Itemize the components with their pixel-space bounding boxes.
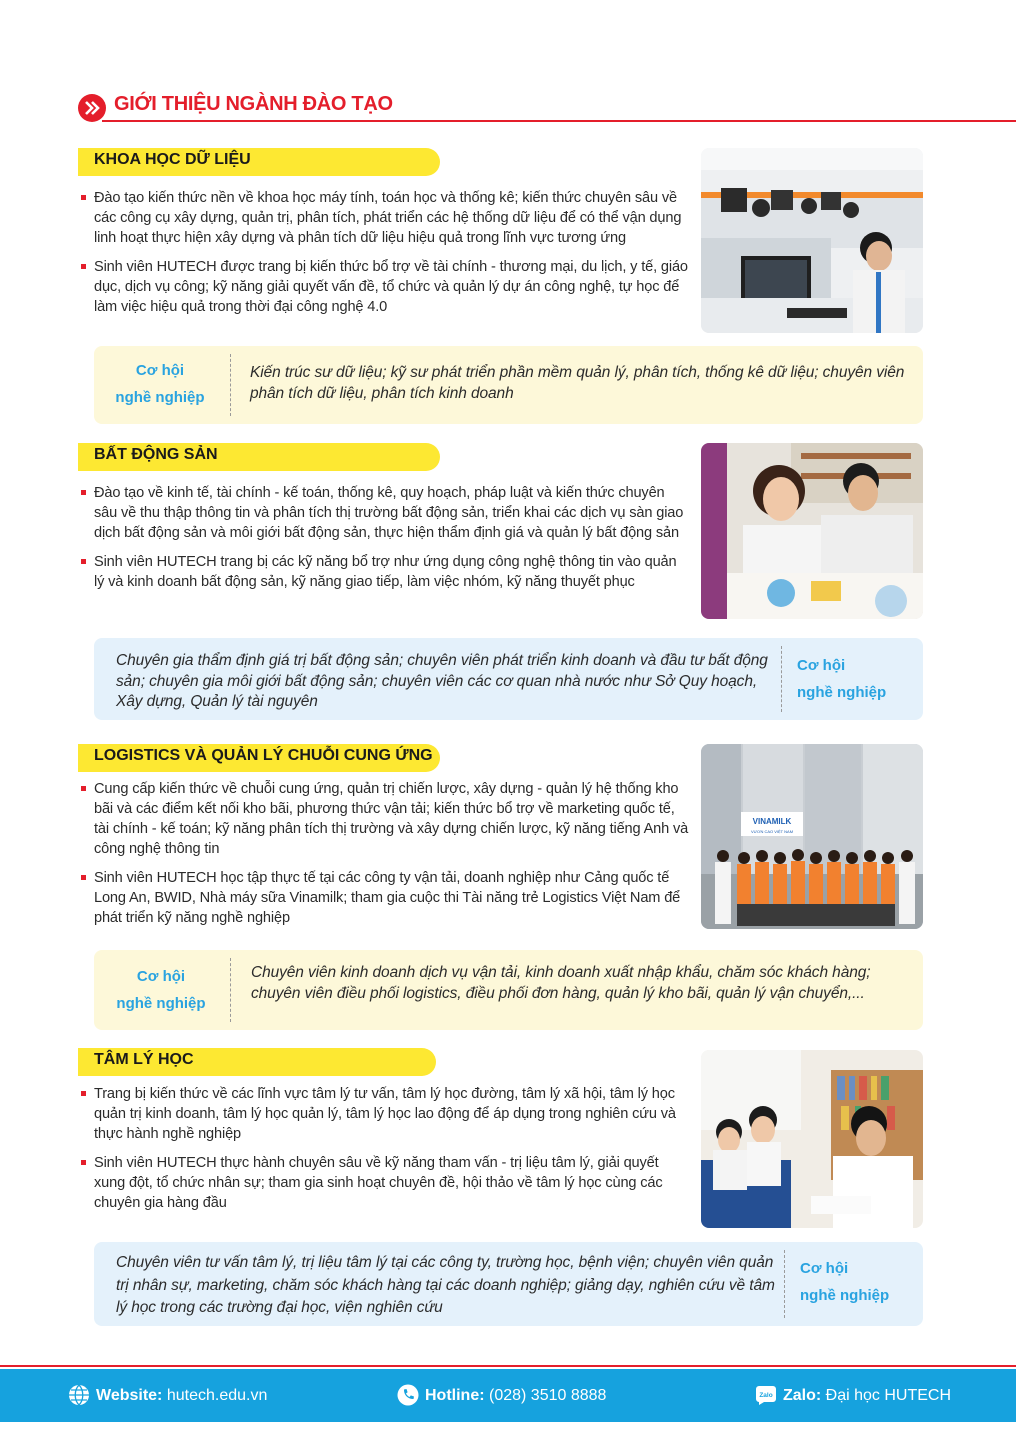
vinamilk-logo-text: VINAMILK <box>752 817 792 826</box>
website-link[interactable]: hutech.edu.vn <box>166 1387 268 1404</box>
vinamilk-visit-photo <box>701 744 923 929</box>
career-label: Cơ hội nghề nghiệp <box>800 1260 890 1304</box>
career-label: Cơ hội nghề nghiệp <box>797 657 887 701</box>
section-data-science <box>78 148 923 424</box>
hotline-number[interactable]: (028) 3510 8888 <box>489 1387 607 1404</box>
bullet-list <box>78 483 690 601</box>
list-item: Sinh viên HUTECH thực hành chuyên sâu về kỹ năng tham vấn - trị liệu tâm lý, giải quyết xung đột, tổ chức nhân sự; tham gia sinh hoạt chuyên đề, hội thảo về tâm lý học cùng các chuyên gia hàng đầu <box>78 1153 690 1213</box>
career-box <box>94 1242 923 1326</box>
footer-website[interactable] <box>68 1384 328 1408</box>
footer-hotline[interactable] <box>397 1384 637 1408</box>
career-text: Chuyên viên tư vấn tâm lý, trị liệu tâm lý tại các công ty, trường học, bệnh viện; chuyên viên quản trị nhân sự, marketing, chăm sóc khách hàng tại các doanh nghiệp; giảng dạy, nghiên cứu về tâm lý học trong các trường đại học, viện nghiên cứu <box>116 1254 775 1316</box>
list-item: Trang bị kiến thức về các lĩnh vực tâm lý tư vấn, tâm lý học đường, tâm lý xã hội, tâm lý học quản trị kinh doanh, tâm lý học quản lý, tâm lý học lao động để áp dụng trong nghiên cứu và thực hành nghề nghiệp <box>78 1084 690 1144</box>
bullet-list <box>78 1084 690 1222</box>
computer-lab-photo <box>701 148 923 333</box>
list-item: Đào tạo kiến thức nền về khoa học máy tính, toán học và thống kê; kiến thức chuyên sâu về các công cụ xây dựng, quản trị, phân tích, phát triển các hệ thống dữ liệu để có thể vận dụng linh hoạt thực hiện xây dựng và phân tích dữ liệu hiệu quả trong lĩnh vực tương ứng <box>78 188 690 248</box>
hotline-label: Hotline: <box>425 1387 485 1404</box>
students-discussion-photo <box>701 443 923 619</box>
section-title: TÂM LÝ HỌC <box>78 1048 436 1076</box>
phone-icon <box>397 1384 419 1406</box>
vinamilk-slogan-text: VƯƠN CAO VIỆT NAM <box>750 829 794 834</box>
section-logistics <box>78 744 923 1030</box>
list-item: Sinh viên HUTECH trang bị các kỹ năng bổ trợ như ứng dụng công nghệ thông tin vào quản lý và kinh doanh bất động sản, kỹ năng giao tiếp, làm việc nhóm, kỹ năng thuyết phục <box>78 552 690 592</box>
page-title: GIỚI THIỆU NGÀNH ĐÀO TẠO <box>114 93 393 115</box>
career-label: Cơ hội nghề nghiệp <box>115 362 205 406</box>
career-divider <box>230 354 231 416</box>
career-divider <box>784 1250 785 1318</box>
section-title: LOGISTICS VÀ QUẢN LÝ CHUỖI CUNG ỨNG <box>78 744 440 772</box>
career-box <box>94 638 923 720</box>
zalo-label: Zalo: <box>783 1387 822 1404</box>
list-item: Đào tạo về kinh tế, tài chính - kế toán, thống kê, quy hoạch, pháp luật và kiến thức chuyên sâu về thu thập thông tin và phân tích thị trường bất động sản, triển khai các dịch vụ sàn giao dịch bất động sản và môi giới bất động sản, thực hiện thẩm định giá và quản lý bất động sản <box>78 483 690 543</box>
zalo-icon <box>755 1384 777 1406</box>
counseling-session-photo <box>701 1050 923 1228</box>
career-text: Kiến trúc sư dữ liệu; kỹ sư phát triển phần mềm quản lý, phân tích, thống kê dữ liệu; chuyên viên phân tích dữ liệu, phân tích kinh doanh <box>250 364 905 402</box>
header-divider <box>102 120 1016 122</box>
career-box <box>94 950 923 1030</box>
section-real-estate <box>78 443 923 721</box>
globe-icon <box>68 1384 90 1406</box>
chevron-right-icon <box>78 94 106 122</box>
svg-text:Zalo: Zalo <box>759 1392 773 1399</box>
footer-zalo[interactable] <box>755 1384 995 1408</box>
section-title: KHOA HỌC DỮ LIỆU <box>78 148 440 176</box>
page-header <box>78 92 1016 124</box>
list-item: Cung cấp kiến thức về chuỗi cung ứng, quản trị chiến lược, xây dựng - quản lý hệ thống kho bãi và các điểm kết nối kho bãi, phương thức vận tải; kiến thức bổ trợ về marketing quốc tế, tài chính - kế toán; kỹ năng phân tích thị trường và xây dựng chiến lược, kỹ năng tiếng Anh và công nghệ thông tin <box>78 779 690 859</box>
bullet-list <box>78 188 690 326</box>
list-item: Sinh viên HUTECH được trang bị kiến thức bổ trợ về tài chính - thương mại, du lịch, y tế, giáo dục, dịch vụ công; kỹ năng giải quyết vấn đề, tổ chức và quản lý dự án công nghệ, tự học để làm việc hiệu quả trong thời đại công nghệ 4.0 <box>78 257 690 317</box>
footer-divider <box>0 1365 1016 1367</box>
section-psychology <box>78 1048 923 1326</box>
list-item: Sinh viên HUTECH học tập thực tế tại các công ty vận tải, doanh nghiệp như Cảng quốc tế Long An, BWID, Nhà máy sữa Vinamilk; tham gia cuộc thi Tài năng trẻ Logistics Việt Nam để phát triển kỹ năng nghề nghiệp <box>78 868 690 928</box>
career-text: Chuyên gia thẩm định giá trị bất động sản; chuyên viên phát triển kinh doanh và đầu tư bất động sản; chuyên gia môi giới bất động sản; chuyên viên các cơ quan nhà nước như Sở Quy hoạch, Xây dựng, Quản lý tài nguyên <box>116 652 768 710</box>
bullet-list <box>78 779 690 937</box>
section-title: BẤT ĐỘNG SẢN <box>78 443 440 471</box>
career-divider <box>230 958 231 1022</box>
footer-bar <box>0 1369 1016 1422</box>
career-divider <box>781 646 782 712</box>
career-box <box>94 346 923 424</box>
zalo-account[interactable]: Đại học HUTECH <box>825 1387 952 1404</box>
career-label: Cơ hội nghề nghiệp <box>116 968 206 1012</box>
website-label: Website: <box>96 1387 163 1404</box>
career-text: Chuyên viên kinh doanh dịch vụ vận tải, kinh doanh xuất nhập khẩu, chăm sóc khách hàng; chuyên viên điều phối logistics, điều phối đơn hàng, quản lý kho bãi, quản lý vận chuyển,... <box>251 964 871 1002</box>
